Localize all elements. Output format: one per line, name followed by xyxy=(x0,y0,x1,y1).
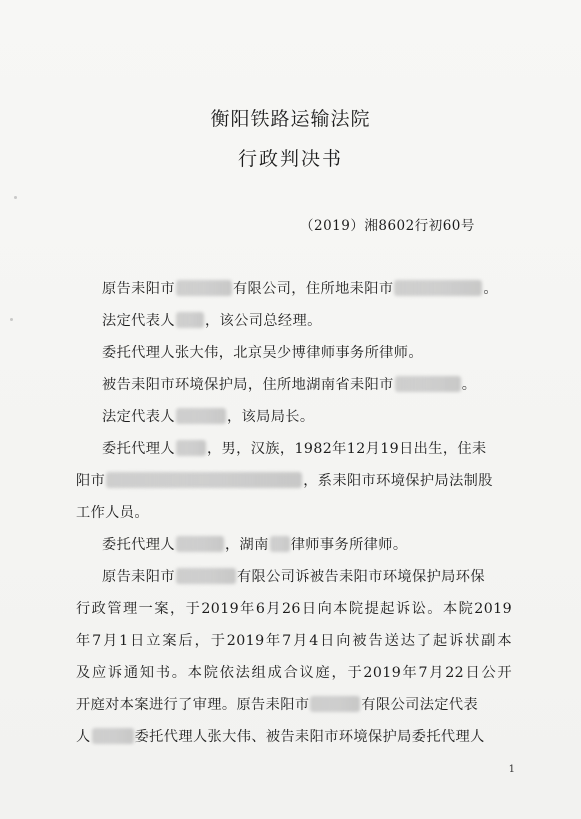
redaction xyxy=(176,408,226,424)
text: 被告耒阳市环境保护局，住所地湖南省耒阳市 xyxy=(102,377,394,393)
redaction xyxy=(176,312,204,328)
defendant-line xyxy=(102,374,476,394)
redaction xyxy=(310,696,360,712)
defendant-agent-line xyxy=(102,438,487,458)
text: 有限公司，住所地耒阳市 xyxy=(232,281,394,297)
text: ，男，汉族，1982年12月19日出生，住耒 xyxy=(206,441,487,457)
text: 委托代理人 xyxy=(102,537,175,553)
defendant-agent-address-line xyxy=(76,470,493,490)
redaction xyxy=(92,728,134,744)
text: ，湖南 xyxy=(224,537,269,553)
plaintiff-agent-line: 委托代理人张大伟，北京吴少博律师事务所律师。 xyxy=(102,345,423,361)
text: ，该公司总经理。 xyxy=(204,313,322,329)
document-type: 行政判决书 xyxy=(237,148,343,170)
text: 人 xyxy=(76,729,91,745)
redaction xyxy=(176,536,224,552)
page-number: 1 xyxy=(508,764,515,775)
body-line-1 xyxy=(102,566,485,586)
text: 开庭对本案进行了审理。原告耒阳市 xyxy=(76,697,310,713)
text: 律师事务所律师。 xyxy=(290,537,408,553)
text: 阳市 xyxy=(76,473,106,489)
text: 有限公司诉被告耒阳市环境保护局环保 xyxy=(236,569,485,585)
body-line-2: 行政管理一案，于2019年6月26日向本院提起诉讼。本院2019 xyxy=(76,601,512,617)
plaintiff-line xyxy=(102,278,498,298)
redaction xyxy=(270,536,290,552)
text: 原告耒阳市 xyxy=(102,569,175,585)
redaction xyxy=(176,568,236,584)
defendant-agent-job-line: 工作人员。 xyxy=(76,505,149,521)
redaction xyxy=(106,472,302,488)
body-line-3: 年7月1日立案后，于2019年7月4日向被告送达了起诉状副本 xyxy=(76,633,512,649)
court-name: 衡阳铁路运输法院 xyxy=(210,108,371,130)
text: ，系耒阳市环境保护局法制股 xyxy=(303,473,493,489)
scan-speck xyxy=(10,318,13,321)
case-number: （2019）湘8602行初60号 xyxy=(300,218,475,234)
defendant-representative-line xyxy=(102,406,314,426)
defendant-agent2-line xyxy=(102,534,407,554)
redaction xyxy=(176,280,232,296)
text: ，该局局长。 xyxy=(226,409,315,425)
body-line-6 xyxy=(76,726,485,746)
text: 有限公司法定代表 xyxy=(361,697,479,713)
redaction xyxy=(395,376,461,392)
body-line-5 xyxy=(76,694,478,714)
text: 法定代表人 xyxy=(102,313,175,329)
text: 委托代理人 xyxy=(102,441,175,457)
text: 。 xyxy=(461,377,477,393)
body-line-4: 及应诉通知书。本院依法组成合议庭，于2019年7月22日公开 xyxy=(76,665,512,681)
redaction xyxy=(394,280,482,296)
text: 委托代理人张大伟、被告耒阳市环境保护局委托代理人 xyxy=(134,729,485,745)
text: 原告耒阳市 xyxy=(102,281,175,297)
scan-speck xyxy=(14,196,17,199)
plaintiff-representative-line xyxy=(102,310,322,330)
redaction xyxy=(176,440,206,456)
text: 法定代表人 xyxy=(102,409,175,425)
text: 。 xyxy=(483,281,499,297)
